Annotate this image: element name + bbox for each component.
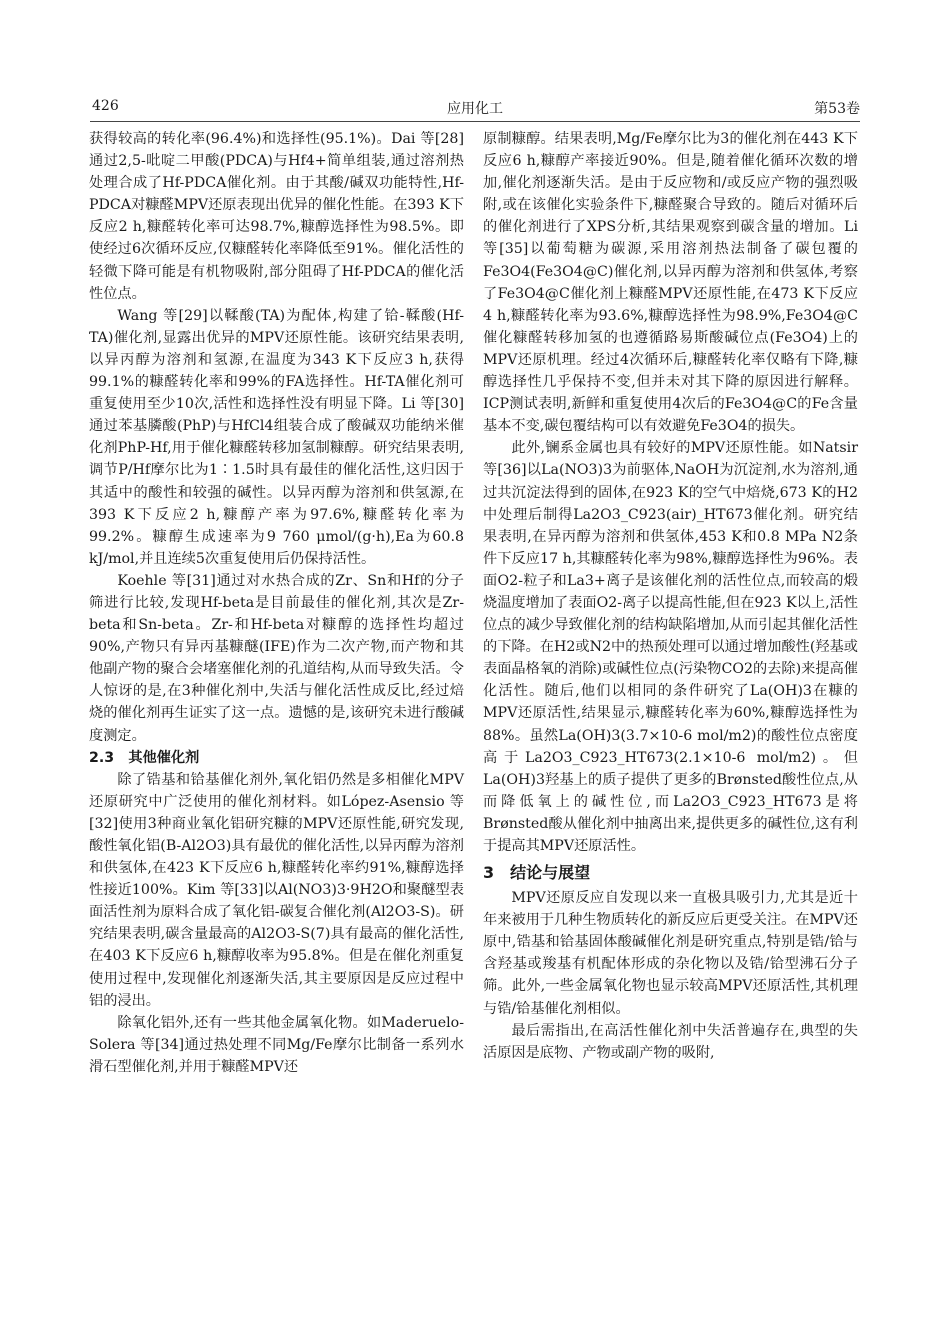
section-heading-2-3: 2.3 其他催化剂	[89, 749, 200, 766]
paragraph: MPV还原反应自发现以来一直极具吸引力,尤其是近十年来被用于几种生物质转化的新反应后更受关注。在MPV还原中,锆基和铪基固体酸碱催化剂是研究重点,特别是锆/铪与含羟基或羧基有机配体形成的杂化物以及锆/铪型沸石分子筛。此外,一些金属氧化物也显示较高MPV还原活性,其机理与锆/铪基催化剂相似。	[483, 890, 858, 1017]
paragraph: 原制糠醇。结果表明,Mg/Fe摩尔比为3的催化剂在443 K下反应6 h,糠醇产率接近90%。但是,随着催化循环次数的增加,催化剂逐渐失活。是由于反应物和/或反应产物的强烈吸附,或在该催化实验条件下,糠醛聚合导致的。随后对循环后的催化剂进行了XPS分析,其结果观察到碳含量的增加。Li 等[35]以葡萄糖为碳源,采用溶剂热法制备了碳包覆的Fe3O4(Fe3O4@C)催化剂,以异丙醇为溶剂和供氢体,考察了Fe3O4@C催化剂上糠醛MPV还原性能,在473 K下反应4 h,糠醛转化率为93.6%,糠醇选择性为98.9%,Fe3O4@C催化糠醛转移加氢的也遵循路易斯酸碱位点(Fe3O4)上的MPV还原机理。经过4次循环后,糠醛转化率仅略有下降,糠醇选择性几乎保持不变,但并未对其下降的原因进行解释。ICP测试表明,新鲜和重复使用4次后的Fe3O4@C的Fe含量基本不变,碳包覆结构可以有效避免Fe3O4的损失。	[483, 131, 858, 435]
volume-label: 第53卷	[814, 101, 860, 117]
paragraph: 除氧化铝外,还有一些其他金属氧化物。如Maderuelo-Solera 等[34]通过热处理不同Mg/Fe摩尔比制备一系列水滑石型催化剂,并用于糠醛MPV还	[89, 1014, 464, 1075]
left-column	[89, 128, 464, 1078]
right-column	[483, 128, 858, 1064]
journal-name: 应用化工	[447, 101, 503, 117]
running-header	[0, 0, 950, 130]
paragraph: Koehle 等[31]通过对水热合成的Zr、Sn和Hf的分子筛进行比较,发现Hf-beta是目前最佳的催化剂,其次是Zr-beta和Sn-beta。Zr-和Hf-beta对糠醇的选择性均超过90%,产物只有异丙基糠醚(IFE)作为二次产物,而产物和其他副产物的聚合会堵塞催化剂的孔道结构,从而导致失活。令人惊讶的是,在3种催化剂中,失活与催化活性成反比,经过焙烧的催化剂再生证实了这一点。遗憾的是,该研究未进行酸碱度测定。	[89, 572, 464, 744]
paragraph: 获得较高的转化率(96.4%)和选择性(95.1%)。Dai 等[28]通过2,5-吡啶二甲酸(PDCA)与Hf4+简单组装,通过溶剂热处理合成了Hf-PDCA催化剂。由于其酸/碱双功能特性,Hf-PDCA对糠醛MPV还原表现出优异的催化性能。在393 K下反应2 h,糠醛转化率可达98.7%,糠醇选择性为98.5%。即使经过6次循环反应,仅糠醛转化率降低至91%。催化活性的轻微下降可能是有机物吸附,部分阻碍了Hf-PDCA的催化活性位点。	[89, 131, 464, 302]
paragraph: 最后需指出,在高活性催化剂中失活普遍存在,典型的失活原因是底物、产物或副产物的吸附,	[483, 1022, 858, 1061]
paragraph: Wang 等[29]以鞣酸(TA)为配体,构建了铪-鞣酸(Hf-TA)催化剂,显露出优异的MPV还原性能。该研究结果表明,以异丙醇为溶剂和氢源,在温度为343 K下反应3 h,获得99.1%的糠醛转化率和99%的FA选择性。Hf-TA催化剂可重复使用至少10次,活性和选择性没有明显下降。Li 等[30]通过苯基膦酸(PhP)与HfCl4组装合成了酸碱双功能纳米催化剂PhP-Hf,用于催化糠醛转移加氢制糠醇。研究结果表明,调节P/Hf摩尔比为1∶1.5时具有最佳的催化活性,这归因于其适中的酸性和较强的碱性。以异丙醇为溶剂和供氢源,在393 K下反应2 h,糠醇产率为97.6%,糠醛转化率为99.2%。糠醇生成速率为9 760 μmol/(g·h),Ea为60.8 kJ/mol,并且连续5次重复使用后仍保持活性。	[89, 307, 464, 567]
paragraph: 除了锆基和铪基催化剂外,氧化铝仍然是多相催化MPV还原研究中广泛使用的催化剂材料。如López-Asensio 等[32]使用3种商业氧化铝研究糠的MPV还原性能,研究发现,酸性氧化铝(B-Al2O3)具有最优的催化活性,以异丙醇为溶剂和供氢体,在423 K下反应6 h,糠醛转化率约91%,糠醇选择性接近100%。Kim 等[33]以Al(NO3)3·9H2O和聚醚型表面活性剂为原料合成了氧化铝-碳复合催化剂(Al2O3-S)。研究结果表明,碳含量最高的Al2O3-S(7)具有最高的催化活性,在403 K下反应6 h,糠醇收率为95.8%。但是在催化剂重复使用过程中,发现催化剂逐渐失活,其主要原因是反应过程中铝的浸出。	[89, 771, 464, 1009]
section-heading-3: 3 结论与展望	[483, 863, 591, 883]
page-number: 426	[92, 98, 119, 114]
paragraph: 此外,镧系金属也具有较好的MPV还原性能。如Natsir 等[36]以La(NO3)3为前驱体,NaOH为沉淀剂,水为溶剂,通过共沉淀法得到的固体,在923 K的空气中焙烧,673 K的H2中处理后制得La2O3_C923(air)_HT673催化剂。研究结果表明,在异丙醇为溶剂和供氢体,453 K和0.8 MPa N2条件下反应17 h,其糠醛转化率为98%,糠醇选择性为96%。表面O2-粒子和La3+离子是该催化剂的活性位点,而较高的煅烧温度增加了表面O2-离子以提高性能,但在923 K以上,活性位点的减少导致催化剂的结构缺陷增加,从而引起其催化活性的下降。在H2或N2中的热预处理可以通过增加酸性(羟基或表面晶格氧的消除)或碱性位点(污染物CO2的去除)来提高催化活性。随后,他们以相同的条件研究了La(OH)3在糠的MPV还原活性,结果显示,糠醛转化率为60%,糠醇选择性为88%。虽然La(OH)3(3.7×10-6 mol/m2)的酸性位点密度高于La2O3_C923_HT673(2.1×10-6 mol/m2)。但La(OH)3羟基上的质子提供了更多的Brønsted酸性位点,从而降低氧上的碱性位,而La2O3_C923_HT673是将Brønsted酸从催化剂中抽离出来,提供更多的碱性位,这有利于提高其MPV还原活性。	[483, 440, 858, 854]
header-rule	[90, 121, 860, 122]
